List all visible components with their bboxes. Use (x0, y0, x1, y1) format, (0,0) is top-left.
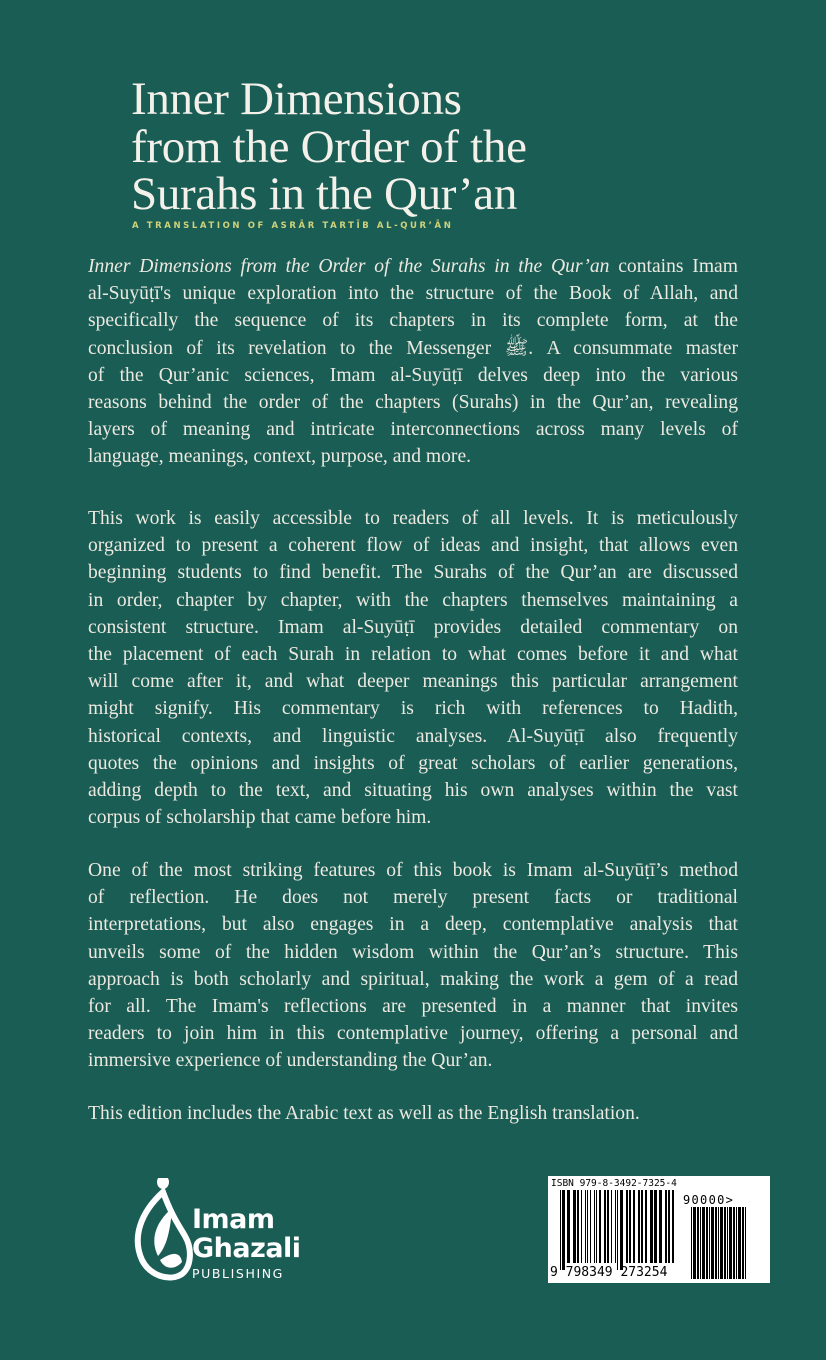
barcode-bar (691, 1207, 692, 1279)
barcode-bar (615, 1190, 616, 1263)
text-line: will come after it, and what deeper meanings this particular arrangement (88, 671, 738, 693)
barcode-bar (668, 1190, 670, 1263)
barcode-bar (693, 1207, 696, 1279)
text-line: This work is easily accessible to readers of all levels. It is meticulously (88, 508, 738, 529)
barcode-bar (724, 1207, 726, 1279)
text-line: immersive experience of understanding the Qur’an. (88, 1050, 493, 1072)
text-line: the placement of each Surah in relation to what comes before it and what (88, 644, 738, 666)
blurb-paragraph-3 (88, 857, 738, 1075)
barcode-bar (585, 1190, 586, 1263)
isbn-text: ISBN 979-8-3492-7325-4 (551, 1178, 677, 1189)
barcode-bar (626, 1190, 628, 1263)
title-line: Inner Dimensions (131, 73, 462, 125)
barcode-bar (560, 1190, 561, 1270)
text-line: approach is both scholarly and spiritual, making the work a gem of a read (88, 968, 738, 990)
title-line: Surahs in the Qur’an (131, 168, 518, 220)
text-line: layers of meaning and intricate interconnections across many levels of (88, 419, 738, 441)
publisher-line-3: PUBLISHING (192, 1266, 284, 1281)
barcode-bar (702, 1207, 705, 1279)
barcode-bar (617, 1190, 618, 1270)
barcode-bar (629, 1190, 631, 1263)
text-line: interpretations, but also engages in a deep, contemplative analysis that (88, 914, 738, 936)
text-line: consistent structure. Imam al-Suyūṭī provides detailed commentary on (88, 616, 738, 638)
text-span: contains Imam (609, 256, 738, 277)
text-line: al-Suyūṭī's unique exploration into the structure of the Book of Allah, and (88, 283, 738, 305)
barcode-bar (718, 1207, 719, 1279)
barcode-bar (672, 1190, 674, 1263)
barcode-digits: 9 798349 273254 (550, 1265, 668, 1280)
text-line (88, 253, 738, 280)
text-line: corpus of scholarship that came before him. (88, 807, 432, 829)
italic-title: Inner Dimensions from the Order of the Surahs in the Qur’an (88, 256, 610, 277)
barcode-bar (650, 1190, 653, 1263)
barcode-bar (727, 1207, 728, 1279)
book-subtitle: A TRANSLATION OF ASRĀR TARTĪB AL-QUR’ĀN (132, 221, 454, 231)
barcode-bar (594, 1190, 595, 1263)
barcode-bar (711, 1207, 714, 1279)
barcode-bar (604, 1190, 606, 1263)
price-code: 90000> (683, 1193, 735, 1207)
text-line: reasons behind the order of the chapters (Surahs) in the Qur’an, revealing (88, 392, 738, 414)
text-line: beginning students to find benefit. The Surahs of the Qur’an are discussed (88, 562, 738, 584)
text-line: conclusion of its revelation to the Messenger ﷺ. A consummate master (88, 337, 738, 359)
barcode-bar (700, 1207, 701, 1279)
barcode-bar (742, 1207, 744, 1279)
barcode-bar (587, 1190, 588, 1263)
publisher-name (192, 1205, 301, 1281)
text-line: unveils some of the hidden wisdom within the Qur’an’s structure. This (88, 941, 738, 963)
text-line: language, meanings, context, purpose, and more. (88, 446, 472, 468)
barcode-bar (562, 1190, 565, 1270)
title-line: from the Order of the (131, 120, 527, 173)
publisher-line-1: Imam (192, 1204, 275, 1235)
barcode-bar (654, 1190, 657, 1263)
publisher-line-2: Ghazali (192, 1233, 301, 1264)
text-line: might signify. His commentary is rich with references to Hadith, (88, 698, 738, 720)
text-line: for all. The Imam's reflections are presented in a manner that invites (88, 996, 738, 1018)
barcode-bar (720, 1207, 723, 1279)
barcode-bar (581, 1190, 582, 1263)
barcode-bar (715, 1207, 717, 1279)
text-line: adding depth to the text, and situating his own analyses within the vast (88, 780, 738, 802)
barcode-bar (659, 1190, 662, 1263)
isbn-barcode (548, 1176, 770, 1283)
barcode-bar (736, 1207, 737, 1279)
barcode-bar (620, 1190, 623, 1270)
blurb-paragraph-2 (88, 505, 738, 831)
barcode-bar (729, 1207, 732, 1279)
barcode-bar (638, 1190, 640, 1263)
text-line: of the Qur’anic sciences, Imam al-Suyūṭī delves deep into the various (88, 364, 738, 386)
blurb-paragraph-4 (88, 1100, 738, 1127)
text-line: This edition includes the Arabic text as well as the English translation. (88, 1103, 640, 1124)
barcode-bar (573, 1190, 576, 1263)
text-line: of reflection. He does not merely present facts or traditional (88, 887, 738, 909)
barcode-bar (633, 1190, 635, 1263)
barcode-bar (577, 1190, 579, 1263)
text-line: readers to join him in this contemplative journey, offering a personal and (88, 1023, 738, 1045)
barcode-bar (611, 1190, 612, 1263)
barcode-bar (590, 1190, 591, 1263)
text-line: in order, chapter by chapter, with the chapters themselves maintaining a (88, 589, 738, 611)
barcode-bar (599, 1190, 601, 1263)
barcode-bar (697, 1207, 699, 1279)
text-line: specifically the sequence of its chapters in its complete form, at the (88, 310, 738, 332)
text-line: quotes the opinions and insights of great scholars of earlier generations, (88, 752, 738, 774)
barcode-bar (738, 1207, 741, 1279)
barcode-bar (645, 1190, 647, 1263)
barcode-bar (607, 1190, 609, 1263)
text-line: organized to present a coherent flow of ideas and insight, that allows even (88, 535, 738, 557)
book-title (131, 73, 527, 220)
text-line: historical contexts, and linguistic analyses. Al-Suyūṭī also frequently (88, 725, 738, 747)
barcode-bar (709, 1207, 710, 1279)
barcode-bar (733, 1207, 735, 1279)
blurb-paragraph-1 (88, 253, 738, 471)
barcode-bar (745, 1207, 746, 1279)
barcode-bar (706, 1207, 708, 1279)
barcode-bar (641, 1190, 643, 1263)
barcode-bar (596, 1190, 597, 1263)
barcode-bar (665, 1190, 667, 1263)
barcode-bar (567, 1190, 570, 1263)
text-line: One of the most striking features of this book is Imam al-Suyūṭī’s method (88, 860, 738, 881)
